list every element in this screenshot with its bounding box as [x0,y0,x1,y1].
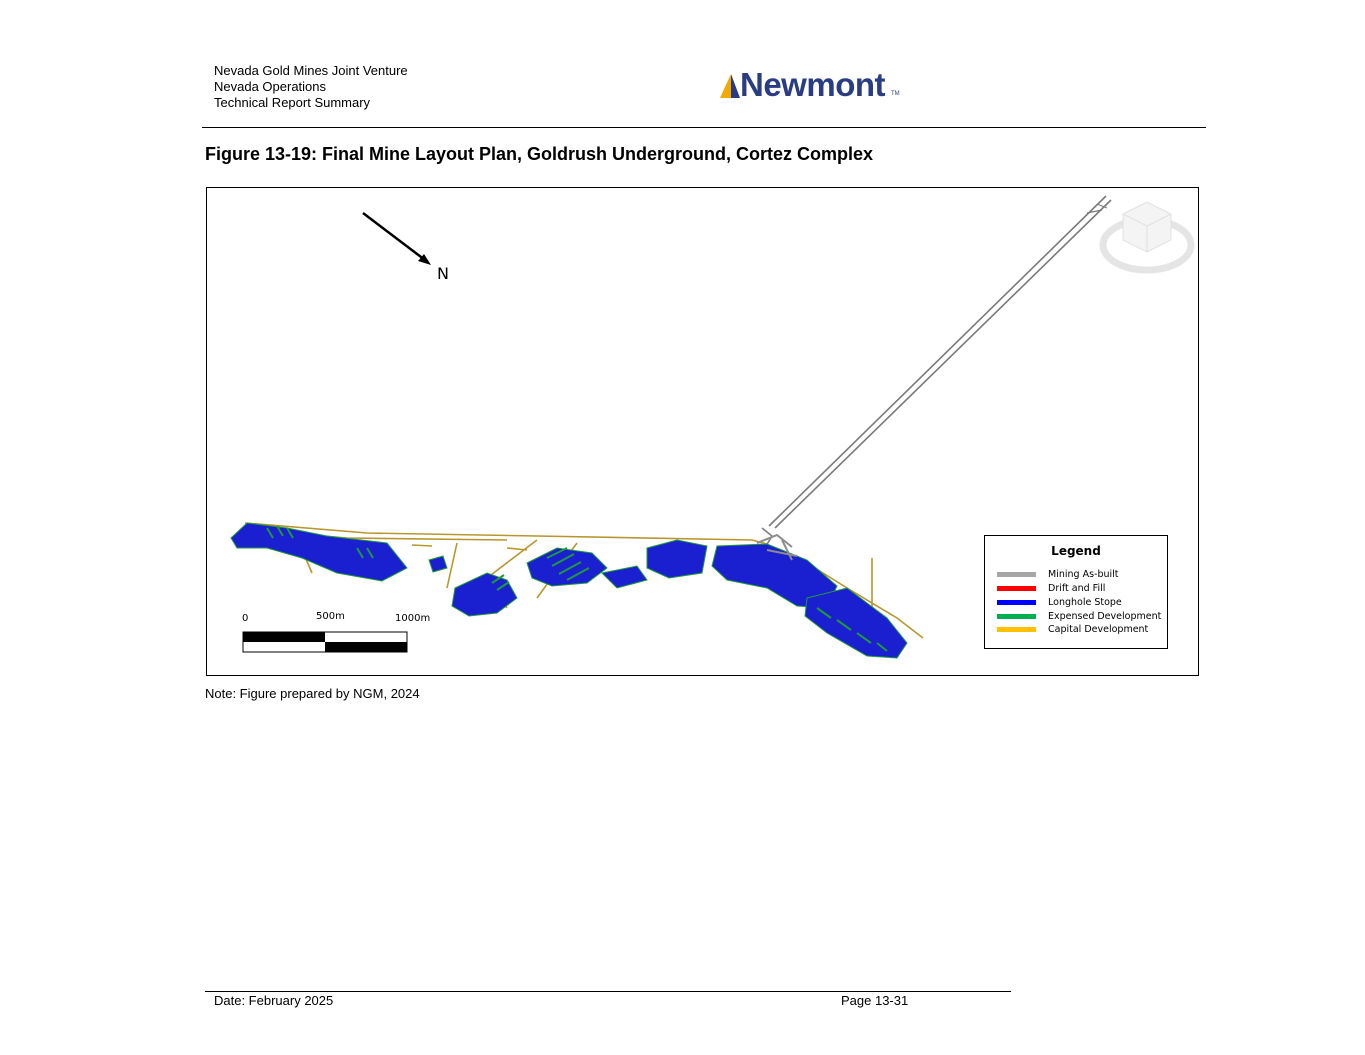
legend-label: Expensed Development [1048,611,1162,622]
figure-title: Figure 13-19: Final Mine Layout Plan, Goldrush Underground, Cortez Complex [205,144,874,164]
logo-wordmark: Newmont [740,66,885,103]
mine-layout-figure [206,187,1199,676]
header-company: Nevada Gold Mines Joint Venture [214,63,408,78]
header-operations: Nevada Operations [214,79,327,94]
footer-date: Date: February 2025 [214,993,334,1008]
header-report-type: Technical Report Summary [214,95,371,110]
legend-label: Longhole Stope [1048,597,1122,608]
legend-swatch [997,627,1036,632]
report-header [214,63,408,111]
legend-swatch [997,572,1036,577]
view-cube-icon [1103,202,1191,270]
legend-title: Legend [1051,544,1101,558]
legend [984,535,1168,649]
legend-swatch [997,614,1036,619]
scale-bar [243,632,407,652]
header-divider [202,127,1206,128]
legend-swatch [997,586,1036,591]
scale-label-zero: 0 [242,613,249,624]
legend-label: Mining As-built [1048,569,1119,580]
north-arrow-icon [363,213,431,265]
footer-page-number: Page 13-31 [841,993,909,1008]
legend-swatch [997,600,1036,605]
newmont-logo-mark-icon [720,70,740,98]
logo-trademark: TM [891,91,900,97]
scale-label-500m: 500m [316,611,345,622]
scale-label-1000m: 1000m [395,613,431,624]
legend-label: Drift and Fill [1048,583,1106,594]
footer-divider [205,991,1011,992]
decline-ramp [762,196,1111,552]
legend-label: Capital Development [1048,624,1149,635]
north-label: N [437,264,449,283]
figure-note: Note: Figure prepared by NGM, 2024 [205,686,420,701]
